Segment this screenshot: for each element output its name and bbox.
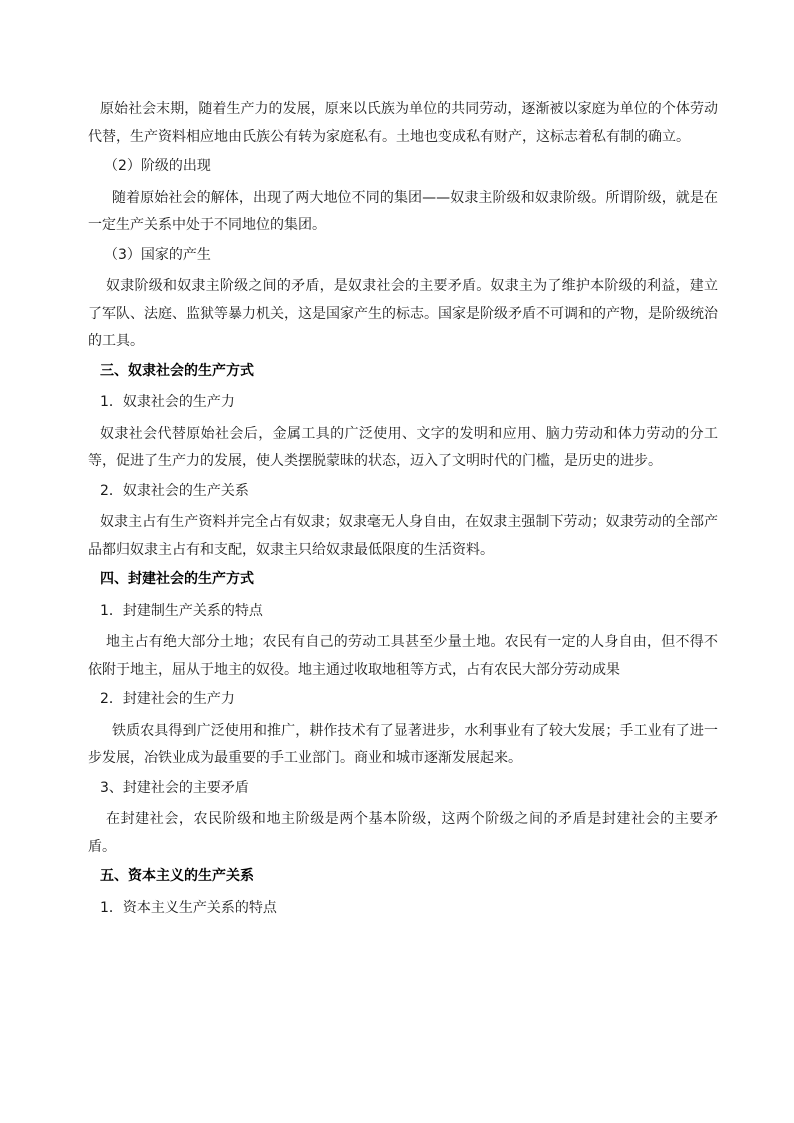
section-heading: 四、封建社会的生产方式 xyxy=(100,571,254,587)
subheading: 3、封建社会的主要矛盾 xyxy=(100,779,249,796)
paragraph: 原始社会末期，随着生产力的发展，原来以氏族为单位的共同劳动，逐渐被以家庭为单位的个体劳动代替，生产资料相应地由氏族公有转为家庭私有。土地也变成私有财产，这标志着私有制的确立。 xyxy=(88,101,718,145)
paragraph: 奴隶阶级和奴隶主阶级之间的矛盾，是奴隶社会的主要矛盾。奴隶主为了维护本阶级的利益，建立了军队、法庭、监狱等暴力机关，这是国家产生的标志。国家是阶级矛盾不可调和的产物，是阶级统治的工具。 xyxy=(88,278,718,349)
section-heading: 三、奴隶社会的生产方式 xyxy=(100,362,254,379)
subheading: 1．奴隶社会的生产力 xyxy=(100,394,235,410)
paragraph: 地主占有绝大部分土地；农民有自己的劳动工具甚至少量土地。农民有一定的人身自由，但不得不依附于地主，屈从于地主的奴役。地主通过收取地租等方式，占有农民大部分劳动成果 xyxy=(88,634,718,678)
subheading: 1．封建制生产关系的特点 xyxy=(100,602,263,619)
subheading: 2．奴隶社会的生产关系 xyxy=(100,482,249,499)
subheading: 1．资本主义生产关系的特点 xyxy=(100,899,277,916)
subheading: （2）阶级的出现 xyxy=(104,158,211,174)
paragraph: 奴隶社会代替原始社会后，金属工具的广泛使用、文字的发明和应用、脑力劳动和体力劳动的分工等，促进了生产力的发展，使人类摆脱蒙昧的状态，迈入了文明时代的门槛，是历史的进步。 xyxy=(88,425,718,469)
paragraph: 在封建社会，农民阶级和地主阶级是两个基本阶级，这两个阶级之间的矛盾是封建社会的主要矛盾。 xyxy=(88,811,718,855)
section-heading: 五、资本主义的生产关系 xyxy=(100,868,254,884)
subheading: 2．封建社会的生产力 xyxy=(100,691,235,707)
paragraph: 随着原始社会的解体，出现了两大地位不同的集团——奴隶主阶级和奴隶阶级。所谓阶级，就是在一定生产关系中处于不同地位的集团。 xyxy=(88,189,718,233)
subheading: （3）国家的产生 xyxy=(104,246,211,263)
paragraph: 奴隶主占有生产资料并完全占有奴隶；奴隶毫无人身自由，在奴隶主强制下劳动；奴隶劳动的全部产品都归奴隶主占有和支配，奴隶主只给奴隶最低限度的生活资料。 xyxy=(88,514,718,558)
paragraph: 铁质农具得到广泛使用和推广，耕作技术有了显著进步，水利事业有了较大发展；手工业有了进一步发展，冶铁业成为最重要的手工业部门。商业和城市逐渐发展起来。 xyxy=(88,722,718,766)
document-body xyxy=(88,96,718,926)
